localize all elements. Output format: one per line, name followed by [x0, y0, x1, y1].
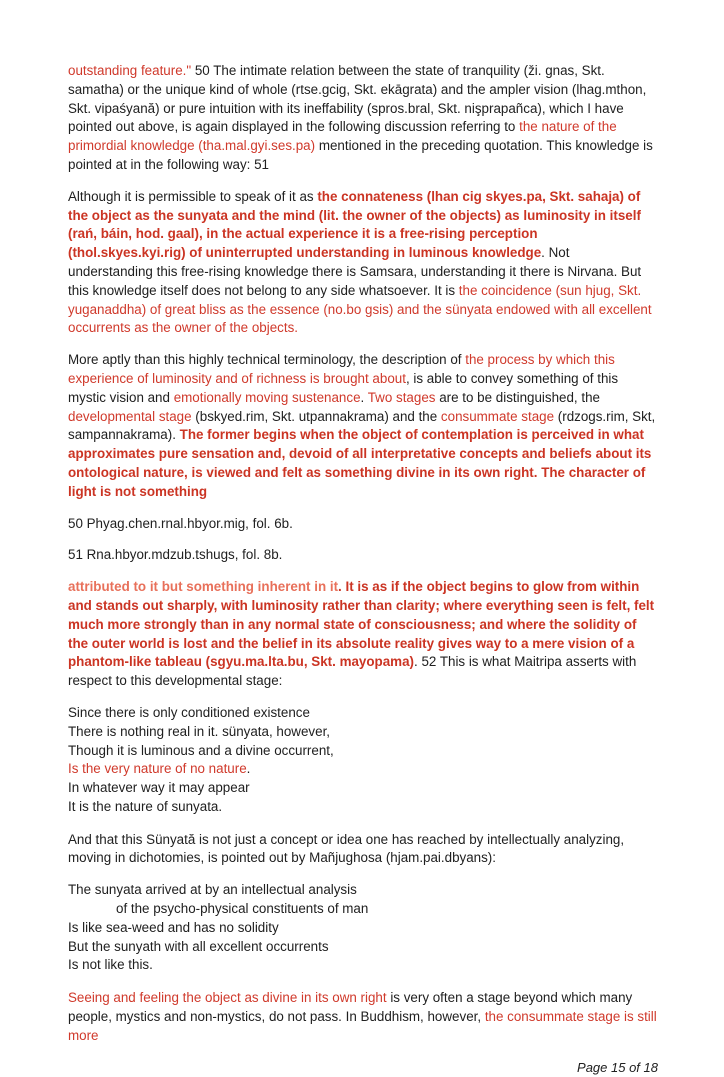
text-run: consummate stage — [440, 408, 555, 424]
paragraph-consummate — [68, 989, 658, 1045]
text-run: (bskyed.rim, Skt. utpannakrama) and the — [191, 408, 441, 424]
verse-line: It is the nature of sunyata. — [68, 798, 223, 814]
text-run: . — [360, 389, 368, 405]
text-run: , is able to convey something of this mystic vision and — [68, 370, 619, 405]
text-run: . Not understanding this free-rising knowledge there is Samsara, understanding it there is Nirvana. But this knowledge itself does not belong to any side whatsoever. It is — [68, 245, 642, 298]
text-run: (rdzogs.rim, Skt, sampannakrama). — [68, 408, 656, 443]
text-run: . — [246, 761, 251, 777]
text-run: the nature of the primordial knowledge (tha.mal.gyi.ses.pa) — [68, 119, 617, 154]
text-run: . It is as if the object begins to glow from within and stands out sharply, with luminosity rather than clarity; where everything seen is felt, felt much more strongly than in any normal state of consciousness; and where the solidity of the outer world is lost and the belief in its absolute reality gives way to a mere vision of a phantom-like tableau (sgyu.ma.lta.bu, Skt. mayopama) — [68, 579, 655, 670]
text-run: Two stages — [367, 389, 436, 405]
paragraph-connateness — [68, 188, 658, 338]
text-run: Seeing and feeling the object as divine in its own right — [68, 990, 387, 1006]
verse-line: Is like sea-weed and has no solidity — [68, 919, 279, 935]
text-run: Is the very nature of no nature — [68, 761, 247, 777]
text-run: More aptly than this highly technical terminology, the description of — [68, 352, 466, 368]
text-run: the connateness (lhan cig skyes.pa, Skt. sahaja) of the object as the sunyata and the mind (lit. the owner of the objects) as luminosity in itself (rań, báin, hod. gaal), in the actual experience it is a free-rising perception (thol.skyes.kyi.rig) of uninterrupted understanding in luminous knowledge — [68, 188, 641, 261]
page-number: Page 15 of 18 — [577, 1059, 658, 1075]
paragraph-two-stages — [68, 351, 658, 501]
text-run: is very often a stage beyond which many people, mystics and non-mystics, do not pass. In Buddhism, however, — [68, 990, 633, 1025]
verse-maitripa — [68, 704, 658, 817]
footnote-51 — [68, 546, 658, 565]
verse-line: Though it is luminous and a divine occurrent, — [68, 742, 334, 758]
verse-line: In whatever way it may appear — [68, 780, 250, 796]
text-run: The former begins when the object of contemplation is perceived in what approximates pure sensation and, devoid of all interpretative concepts and beliefs about its ontological nature, is viewed and felt as something divine in its own right. The character of light is not something — [68, 427, 652, 499]
text-run: the consummate stage is still more — [68, 1009, 657, 1043]
footnote-50 — [68, 515, 658, 534]
verse-line — [68, 760, 658, 779]
text-run: mentioned in the preceding quotation. This knowledge is pointed at in the following way: 51 — [68, 138, 653, 172]
paragraph-manjughosa-intro — [68, 831, 658, 869]
text-run: Although it is permissible to speak of it as — [68, 188, 318, 204]
text-run: emotionally moving sustenance — [173, 389, 361, 405]
verse-line: Since there is only conditioned existence — [68, 704, 310, 720]
text-run: . 52 This is what Maitripa asserts with respect to this developmental stage: — [68, 654, 637, 689]
verse-line: The sunyata arrived at by an intellectual analysis — [68, 882, 357, 898]
text-run: And that this Sünyată is not just a concept or idea one has reached by intellectually analyzing, moving in dichotomies, is pointed out by Mañjughosa (hjam.pai.dbyans): — [68, 831, 625, 866]
text-run: attributed to it but something inherent in it — [68, 579, 339, 595]
text-run: outstanding feature." — [68, 63, 195, 78]
paragraph-glow — [68, 578, 658, 691]
text-run: 51 Rna.hbyor.mdzub.tshugs, fol. 8b. — [68, 547, 283, 563]
verse-manjughosa — [68, 881, 658, 975]
paragraph-tranquility — [68, 62, 658, 175]
verse-line: There is nothing real in it. sünyata, however, — [68, 723, 331, 739]
text-run: are to be distinguished, the — [435, 389, 600, 405]
text-run: developmental stage — [68, 408, 192, 424]
verse-line: Is not like this. — [68, 957, 153, 973]
text-run: the process by which this experience of luminosity and of richness is brought about — [68, 352, 615, 386]
text-run: the coincidence (sun hjug, Skt. yuganaddha) of great bliss as the essence (no.bo gsis) and the sünyata endowed with all excellent occurrents as the owner of the objects. — [68, 282, 652, 336]
verse-line: of the psycho-physical constituents of man — [116, 901, 369, 917]
text-run: 50 The intimate relation between the state of tranquility (ži. gnas, Skt. samatha) or the unique kind of whole (rtse.gcig, Skt. ekāgrata) and the ampler vision (lhag.mthon, Skt. vipaśyană) or pure intuition with its ineffability (spros.bral, Skt. nişprapañca), which I have pointed out above, is again displayed in the following discussion referring to — [68, 63, 647, 135]
verse-line: But the sunyath with all excellent occurrents — [68, 938, 329, 954]
text-run: 50 Phyag.chen.rnal.hbyor.mig, fol. 6b. — [68, 515, 293, 531]
